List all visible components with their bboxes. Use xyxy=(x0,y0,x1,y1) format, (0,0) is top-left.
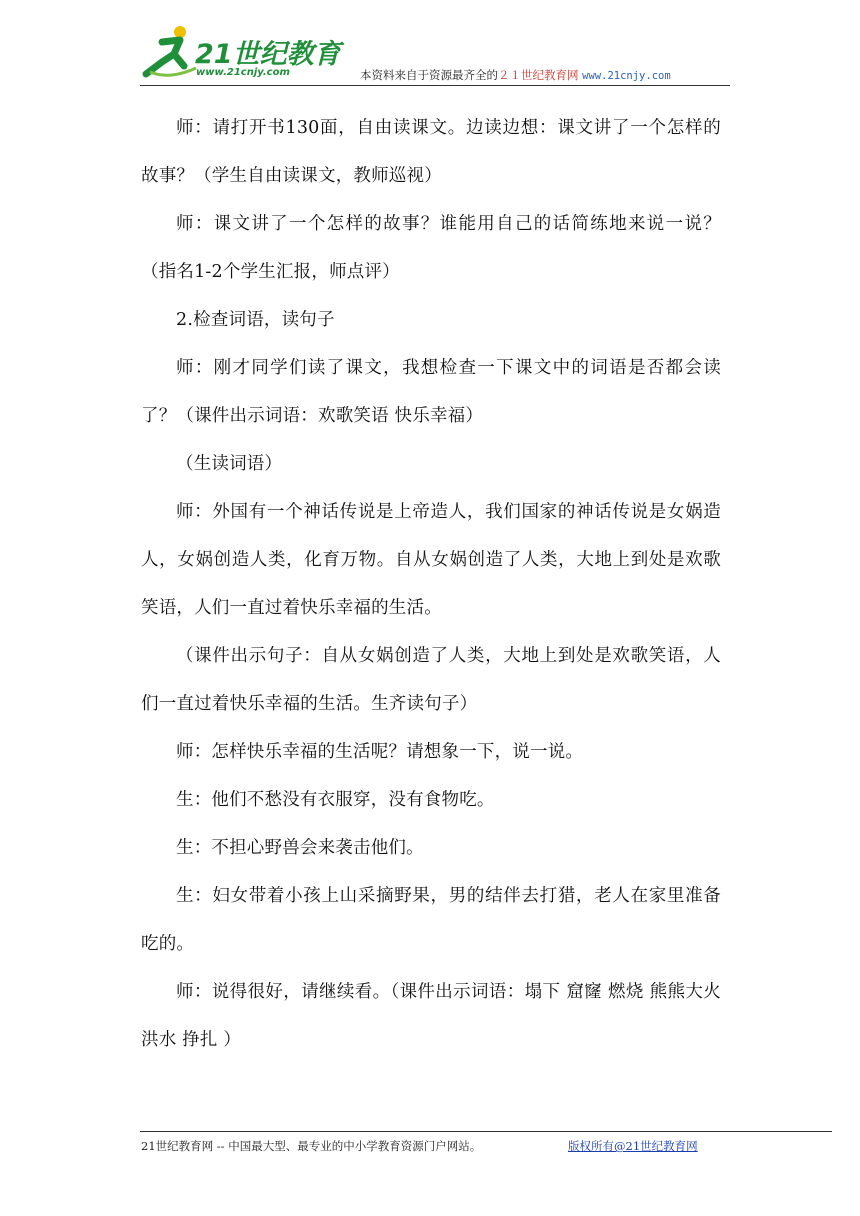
footer-divider xyxy=(140,1131,832,1132)
page-header xyxy=(0,0,860,90)
paragraph: 2.检查词语，读句子 xyxy=(176,310,335,330)
header-note xyxy=(360,67,671,83)
paragraph: 师：怎样快乐幸福的生活呢？请想象一下，说一说。 xyxy=(176,742,584,762)
paragraph: 师：说得很好，请继续看。（课件出示词语：塌下 窟窿 燃烧 熊熊大火 洪水 挣扎 ） xyxy=(141,982,721,1050)
header-note-url[interactable]: www.21cnjy.com xyxy=(582,70,671,82)
paragraph: 师：刚才同学们读了课文，我想检查一下课文中的词语是否都会读了？（课件出示词语：欢歌笑语 快乐幸福） xyxy=(141,358,721,426)
paragraph: 师：课文讲了一个怎样的故事？谁能用自己的话简练地来说一说？（指名1-2个学生汇报，师点评） xyxy=(141,214,721,282)
logo-url: www.21cnjy.com xyxy=(196,67,290,78)
paragraph: （课件出示句子：自从女娲创造了人类，大地上到处是欢歌笑语，人们一直过着快乐幸福的生活。生齐读句子） xyxy=(141,646,721,714)
header-note-prefix: 本资料来自于资源最齐全的 xyxy=(360,68,498,82)
logo-text: 21世纪教育 xyxy=(195,39,341,70)
paragraph: 师：外国有一个神话传说是上帝造人，我们国家的神话传说是女娲造人，女娲创造人类，化育万物。自从女娲创造了人类，大地上到处是欢歌笑语，人们一直过着快乐幸福的生活。 xyxy=(141,502,721,618)
running-figure-icon xyxy=(140,22,200,82)
paragraph: （生读词语） xyxy=(176,454,283,474)
header-note-brand[interactable]: ２１世纪教育网 xyxy=(498,68,579,82)
paragraph: 生：妇女带着小孩上山采摘野果，男的结伴去打猎，老人在家里准备吃的。 xyxy=(141,886,721,954)
site-logo xyxy=(140,22,340,82)
document-body xyxy=(141,104,721,1064)
header-divider xyxy=(140,85,730,86)
paragraph: 生：不担心野兽会来袭击他们。 xyxy=(176,838,424,858)
footer-tagline: 21世纪教育网 -- 中国最大型、最专业的中小学教育资源门户网站。 xyxy=(141,1139,482,1153)
footer-copyright-link[interactable]: 版权所有@21世纪教育网 xyxy=(568,1139,698,1153)
paragraph: 师：请打开书130面，自由读课文。边读边想：课文讲了一个怎样的故事？（学生自由读课文，教师巡视） xyxy=(141,118,721,186)
paragraph: 生：他们不愁没有衣服穿，没有食物吃。 xyxy=(176,790,495,810)
